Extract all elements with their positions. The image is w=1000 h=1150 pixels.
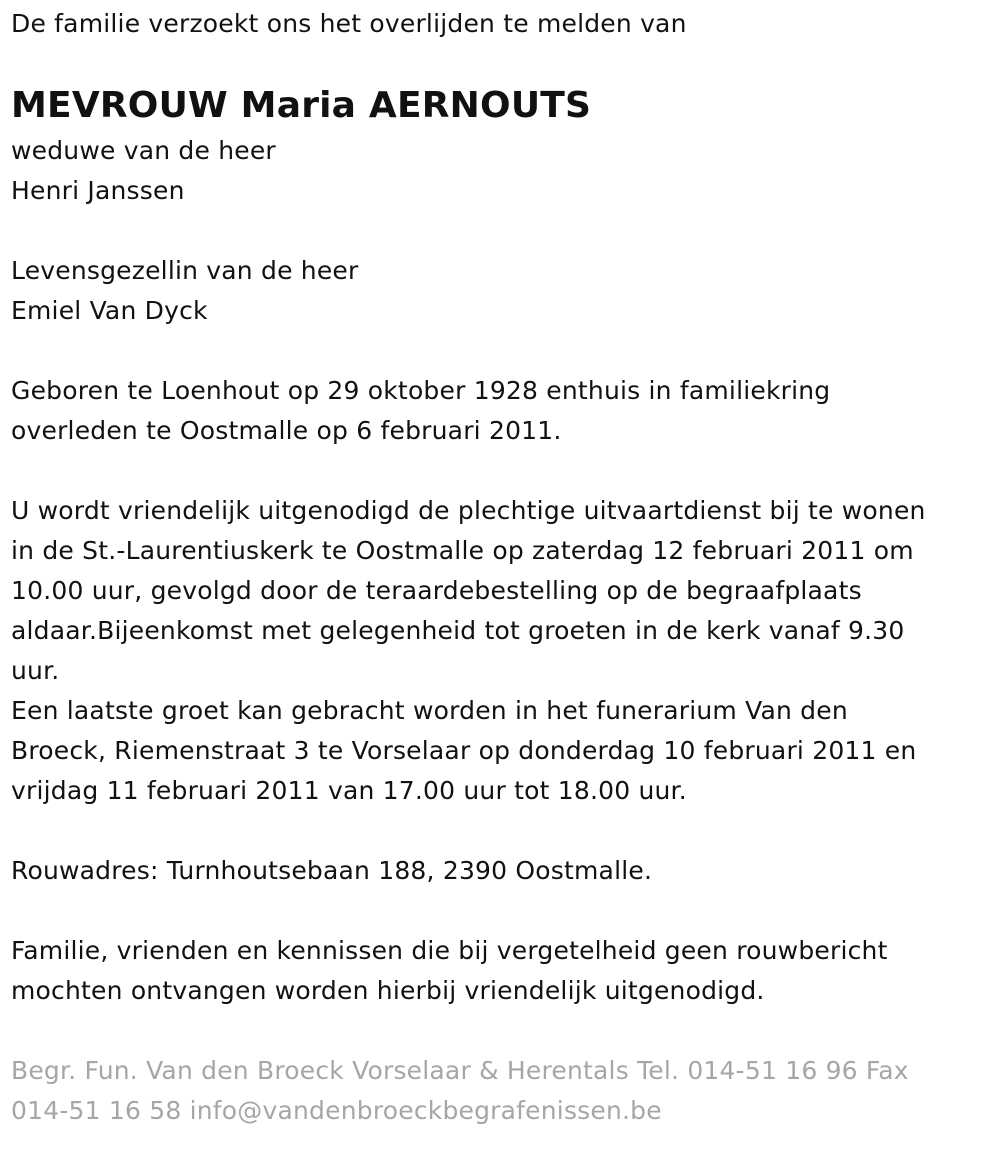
- birth-line: Geboren te Loenhout op 29 oktober 1928 enthuis in familiekring: [11, 376, 831, 405]
- deceased-name: MEVROUW Maria AERNOUTS: [11, 85, 592, 126]
- ceremony-line: Een laatste groet kan gebracht worden in het funerarium Van den: [11, 696, 848, 725]
- ceremony-line: U wordt vriendelijk uitgenodigd de plechtige uitvaartdienst bij te wonen: [11, 496, 926, 525]
- death-notice: [11, 4, 996, 1131]
- mourning-address: Rouwadres: Turnhoutsebaan 188, 2390 Oostmalle.: [11, 856, 653, 885]
- relation-name: Henri Janssen: [11, 176, 185, 205]
- funeral-home-footer: [11, 1051, 996, 1131]
- ceremony-line: in de St.-Laurentiuskerk te Oostmalle op zaterdag 12 februari 2011 om: [11, 536, 914, 565]
- ceremony-line: Broeck, Riemenstraat 3 te Vorselaar op donderdag 10 februari 2011 en: [11, 736, 917, 765]
- family-note: [11, 931, 996, 1011]
- family-note-line: mochten ontvangen worden hierbij vriendelijk uitgenodigd.: [11, 976, 765, 1005]
- birth-death-info: [11, 371, 996, 451]
- relation-label: Levensgezellin van de heer: [11, 256, 359, 285]
- mourning-address-block: [11, 851, 996, 891]
- ceremony-info: [11, 491, 996, 811]
- ceremony-line: 10.00 uur, gevolgd door de teraardebestelling op de begraafplaats: [11, 576, 862, 605]
- footer-line: 014-51 16 58 info@vandenbroeckbegrafenissen.be: [11, 1096, 662, 1125]
- ceremony-line: vrijdag 11 februari 2011 van 17.00 uur tot 18.00 uur.: [11, 776, 687, 805]
- partner-relation: [11, 251, 996, 331]
- ceremony-line: aldaar.Bijeenkomst met gelegenheid tot groeten in de kerk vanaf 9.30: [11, 616, 905, 645]
- spouse-relation: [11, 131, 996, 211]
- relation-name: Emiel Van Dyck: [11, 296, 208, 325]
- footer-line: Begr. Fun. Van den Broeck Vorselaar & Herentals Tel. 014-51 16 96 Fax: [11, 1056, 909, 1085]
- ceremony-line: uur.: [11, 656, 60, 685]
- relation-label: weduwe van de heer: [11, 136, 276, 165]
- family-note-line: Familie, vrienden en kennissen die bij vergetelheid geen rouwbericht: [11, 936, 888, 965]
- intro-text: De familie verzoekt ons het overlijden te melden van: [11, 9, 687, 38]
- death-line: overleden te Oostmalle op 6 februari 2011.: [11, 416, 562, 445]
